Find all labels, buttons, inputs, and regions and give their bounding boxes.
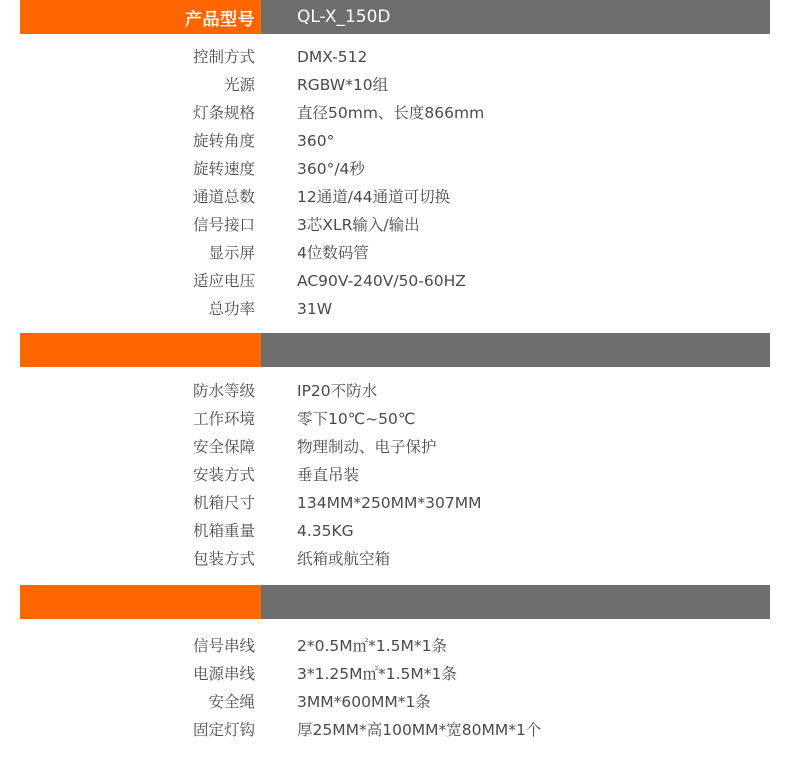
spec-row (0, 688, 790, 716)
spec-value: 4.35KG (297, 522, 354, 540)
spec-value: 直径50mm、长度866mm (297, 104, 485, 122)
divider-accent (20, 585, 261, 619)
spec-row (0, 99, 790, 127)
spec-value: 31W (297, 300, 333, 318)
spec-row (0, 377, 790, 405)
spec-row (0, 71, 790, 99)
spec-row (0, 433, 790, 461)
spec-label: 适应电压 (192, 272, 255, 290)
spec-row (0, 155, 790, 183)
spec-row (0, 632, 790, 660)
spec-label: 固定灯钩 (192, 721, 255, 739)
spec-section-3 (0, 632, 790, 744)
spec-label: 信号串线 (192, 637, 255, 655)
spec-label: 旋转速度 (192, 160, 255, 178)
spec-value: 360° (297, 132, 335, 150)
spec-row (0, 183, 790, 211)
spec-value: 厚25MM*高100MM*宽80MM*1个 (297, 721, 542, 739)
spec-label: 防水等级 (192, 382, 255, 400)
spec-row (0, 211, 790, 239)
spec-row (0, 545, 790, 573)
spec-section-2 (0, 377, 790, 573)
divider-gray (261, 585, 770, 619)
spec-label: 总功率 (208, 300, 255, 318)
spec-label: 控制方式 (192, 48, 255, 66)
spec-row (0, 267, 790, 295)
spec-label: 旋转角度 (192, 132, 255, 150)
spec-label: 工作环境 (192, 410, 255, 428)
spec-value: 物理制动、电子保护 (297, 438, 437, 456)
spec-row (0, 489, 790, 517)
spec-value: 4位数码管 (297, 244, 369, 262)
header-model-value: QL-X_150D (261, 0, 770, 34)
spec-label: 安全保障 (192, 438, 255, 456)
spec-value: AC90V-240V/50-60HZ (297, 272, 466, 290)
spec-label: 通道总数 (192, 188, 255, 206)
spec-value: 3芯XLR输入/输出 (297, 216, 420, 234)
spec-value: IP20不防水 (297, 382, 378, 400)
divider-accent (20, 333, 261, 367)
spec-label: 安全绳 (208, 693, 255, 711)
spec-row (0, 517, 790, 545)
spec-row (0, 239, 790, 267)
header-bar (20, 0, 770, 34)
spec-value: 垂直吊装 (297, 466, 360, 484)
spec-value: 12通道/44通道可切换 (297, 188, 451, 206)
header-label: 产品型号 (20, 0, 261, 34)
spec-value: RGBW*10组 (297, 76, 389, 94)
spec-label: 光源 (223, 76, 255, 94)
spec-value: 2*0.5M㎡*1.5M*1条 (297, 637, 448, 655)
spec-label: 包装方式 (192, 550, 255, 568)
spec-value: 纸箱或航空箱 (297, 550, 391, 568)
spec-value: DMX-512 (297, 48, 368, 66)
spec-row (0, 127, 790, 155)
spec-value: 零下10℃~50℃ (297, 410, 416, 428)
spec-row (0, 405, 790, 433)
spec-row (0, 716, 790, 744)
spec-value: 3*1.25M㎡*1.5M*1条 (297, 665, 457, 683)
divider-gray (261, 333, 770, 367)
section-divider-bar (20, 585, 770, 619)
section-divider-bar (20, 333, 770, 367)
spec-value: 3MM*600MM*1条 (297, 693, 431, 711)
spec-value: 360°/4秒 (297, 160, 365, 178)
spec-section-1 (0, 43, 790, 323)
spec-label: 电源串线 (192, 665, 255, 683)
spec-label: 安装方式 (192, 466, 255, 484)
spec-row (0, 43, 790, 71)
spec-label: 显示屏 (208, 244, 255, 262)
spec-label: 信号接口 (192, 216, 255, 234)
spec-label: 灯条规格 (192, 104, 255, 122)
spec-row (0, 660, 790, 688)
spec-label: 机箱重量 (192, 522, 255, 540)
spec-value: 134MM*250MM*307MM (297, 494, 482, 512)
spec-row (0, 295, 790, 323)
spec-row (0, 461, 790, 489)
spec-label: 机箱尺寸 (192, 494, 255, 512)
